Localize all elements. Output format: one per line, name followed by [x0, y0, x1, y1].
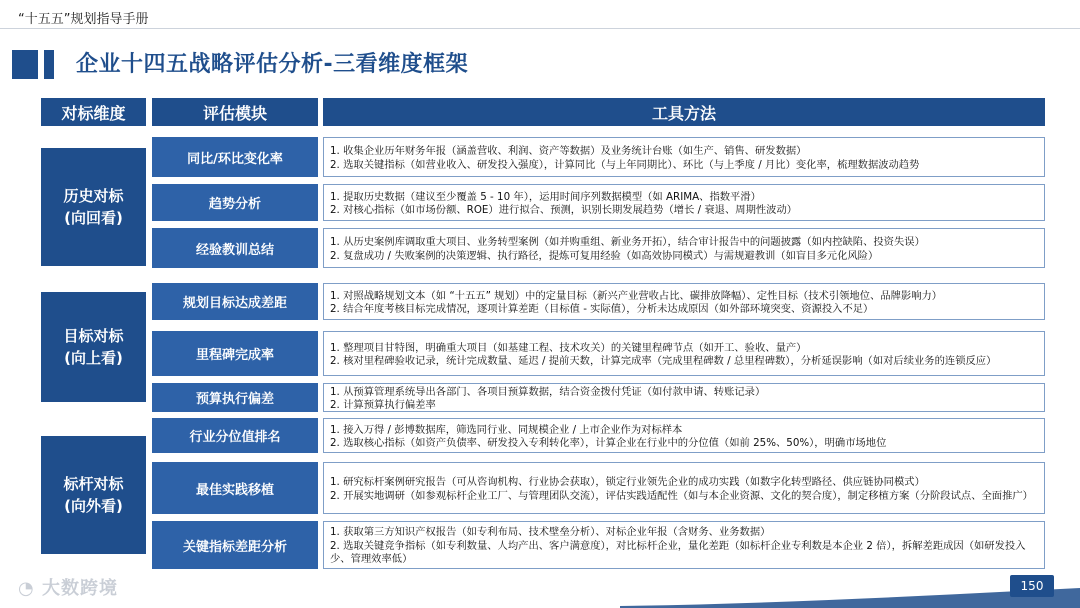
- tool-line: 2. 选取关键指标（如营业收入、研发投入强度），计算同比（与上年同期比）、环比（与上季度 / 月比）变化率，梳理数据波动趋势: [330, 158, 920, 171]
- footer-logo: [18, 574, 118, 600]
- tool-line: 1. 研究标杆案例研究报告（可从咨询机构、行业协会获取），锁定行业领先企业的成功实践（如数字化转型路径、供应链协同模式）: [330, 476, 925, 488]
- col-header-dimension: 对标维度: [41, 98, 146, 126]
- tool-line: 1. 对照战略规划文本（如 “十五五” 规划）中的定量目标（新兴产业营收占比、碳排放降幅）、定性目标（技术引领地位、品牌影响力）: [330, 289, 943, 302]
- col-header-module: 评估模块: [152, 98, 318, 126]
- page-number: 150: [1010, 575, 1054, 597]
- module-trend: 趋势分析: [152, 184, 318, 221]
- title-accent-bar: [12, 50, 38, 79]
- tool-cell: [323, 462, 1045, 514]
- logo-mark-icon: ◔: [18, 578, 42, 599]
- module-best-practice: 最佳实践移植: [152, 462, 318, 514]
- tool-line: 1. 从历史案例库调取重大项目、业务转型案例（如并购重组、新业务开拓），结合审计报告中的问题披露（如内控缺陷、投资失误）: [330, 236, 925, 248]
- tool-line: 2. 复盘成功 / 失败案例的决策逻辑、执行路径，提炼可复用经验（如高效协同模式）与需规避教训（如盲目多元化风险）: [330, 249, 879, 262]
- tool-cell: [323, 331, 1045, 376]
- tool-line: 2. 计算预算执行偏差率: [330, 399, 436, 411]
- tool-line: 1. 接入万得 / 彭博数据库，筛选同行业、同规模企业 / 上市企业作为对标样本: [330, 423, 683, 436]
- tool-line: 2. 选取关键竞争指标（如专利数量、人均产出、客户满意度），对比标杆企业，量化差距（如标杆企业专利数是本企业 2 倍），拆解差距成因（如研发投入少、管理效率低）: [330, 539, 1026, 566]
- tool-cell: [323, 228, 1045, 268]
- tool-cell: [323, 137, 1045, 177]
- category-history: [41, 148, 146, 266]
- header-divider: [0, 28, 1080, 29]
- category-goal: [41, 292, 146, 402]
- tool-cell: [323, 418, 1045, 453]
- category-label: 历史对标: [63, 187, 124, 205]
- module-yoy-mom: 同比/环比变化率: [152, 137, 318, 177]
- module-lessons: 经验教训总结: [152, 228, 318, 268]
- module-budget: 预算执行偏差: [152, 383, 318, 412]
- tool-cell: [323, 283, 1045, 320]
- category-sublabel: (向上看): [64, 349, 123, 367]
- module-milestone: 里程碑完成率: [152, 331, 318, 376]
- module-percentile: 行业分位值排名: [152, 418, 318, 453]
- logo-text: 大数跨境: [41, 578, 118, 599]
- handbook-title: “十五五”规划指导手册: [18, 12, 149, 27]
- col-header-tools: 工具方法: [323, 98, 1045, 126]
- tool-line: 2. 选取核心指标（如资产负债率、研发投入专利转化率），计算企业在行业中的分位值（如前 25%、50%），明确市场地位: [330, 437, 887, 449]
- tool-line: 2. 开展实地调研（如参观标杆企业工厂、与管理团队交流），评估实践适配性（如与本企业资源、文化的契合度），制定移植方案（分阶段试点、全面推广）: [330, 489, 1033, 502]
- tool-line: 1. 提取历史数据（建议至少覆盖 5 - 10 年），运用时间序列数据模型（如 ARIMA、指数平滑）: [330, 190, 761, 203]
- category-sublabel: (向外看): [64, 497, 123, 515]
- title-accent-bar-small: [44, 50, 54, 79]
- tool-cell: [323, 521, 1045, 569]
- tool-cell: [323, 383, 1045, 412]
- tool-line: 1. 整理项目甘特图，明确重大项目（如基建工程、技术攻关）的关键里程碑节点（如开工、验收、量产）: [330, 341, 807, 354]
- tool-line: 2. 结合年度考核目标完成情况，逐项计算差距（目标值 - 实际值），分析未达成原因（如外部环境突变、资源投入不足）: [330, 303, 874, 315]
- module-goal-gap: 规划目标达成差距: [152, 283, 318, 320]
- tool-line: 2. 核对里程碑验收记录，统计完成数量、延迟 / 提前天数，计算完成率（完成里程碑数 / 总里程碑数），分析延误影响（如对后续业务的连锁反应）: [330, 355, 997, 367]
- category-sublabel: (向回看): [64, 209, 123, 227]
- page-title: 企业十四五战略评估分析-三看维度框架: [76, 52, 469, 77]
- category-label: 目标对标: [63, 327, 124, 345]
- tool-cell: [323, 184, 1045, 221]
- module-key-indicator-gap: 关键指标差距分析: [152, 521, 318, 569]
- category-benchmark: [41, 436, 146, 554]
- tool-line: 1. 收集企业历年财务年报（涵盖营收、利润、资产等数据）及业务统计台账（如生产、销售、研发数据）: [330, 145, 807, 157]
- tool-line: 2. 对核心指标（如市场份额、ROE）进行拟合、预测，识别长期发展趋势（增长 / 衰退、周期性波动）: [330, 204, 798, 216]
- category-label: 标杆对标: [63, 475, 124, 493]
- tool-line: 1. 获取第三方知识产权报告（如专利布局、技术壁垒分析）、对标企业年报（含财务、业务数据）: [330, 526, 771, 539]
- tool-line: 1. 从预算管理系统导出各部门、各项目预算数据，结合资金拨付凭证（如付款申请、转账记录）: [330, 385, 766, 398]
